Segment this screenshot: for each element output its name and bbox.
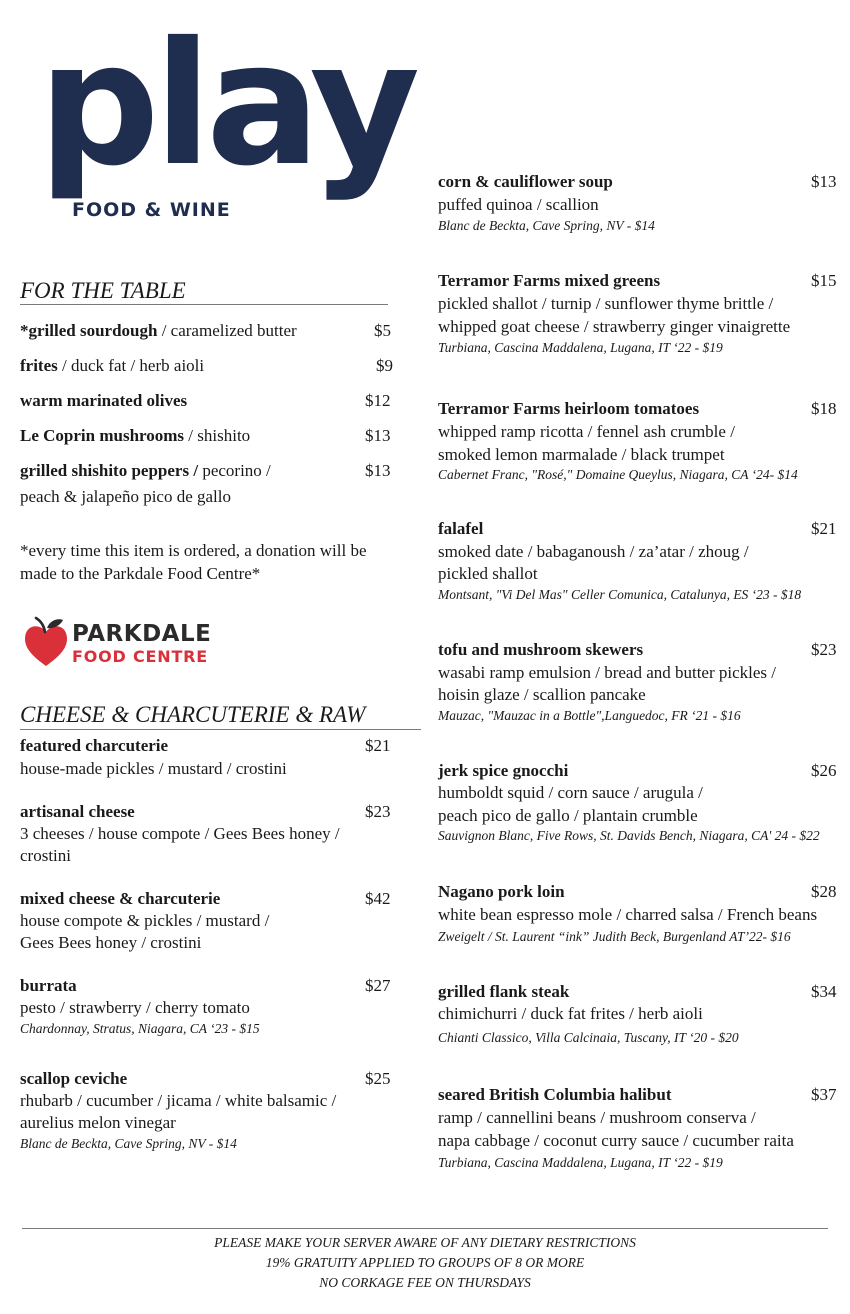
menu-item-desc: peach pico de gallo / plantain crumble [438,806,698,825]
section-divider [20,304,388,305]
menu-item-name: Nagano pork loin [438,882,565,901]
menu-item-name: seared British Columbia halibut [438,1085,672,1104]
menu-item-name: scallop ceviche [20,1069,128,1088]
menu-item-desc: pickled shallot / turnip / sunflower thyme brittle / [438,294,774,313]
menu-item-name: featured charcuterie [20,736,169,755]
item-price: $9 [376,356,393,375]
item-price: $23 [811,640,837,659]
wine-pairing: Blanc de Beckta, Cave Spring, NV - $14 [20,1136,237,1151]
menu-item-desc: chimichurri / duck fat frites / herb aioli [438,1004,703,1023]
menu-item-name: grilled flank steak [438,982,570,1001]
item-price: $13 [811,172,837,191]
menu-item-desc: peach & jalapeño pico de gallo [20,487,231,506]
item-price: $27 [365,976,391,995]
wine-pairing: Chardonnay, Stratus, Niagara, CA ‘23 - $15 [20,1021,260,1036]
menu-item: grilled shishito peppers / pecorino / [20,461,271,480]
parkdale-logo-subtext: FOOD CENTRE [72,647,209,666]
item-price: $26 [811,761,837,780]
item-price: $37 [811,1085,837,1104]
item-price: $5 [374,321,391,340]
menu-item-desc: aurelius melon vinegar [20,1113,176,1132]
menu-item-desc: crostini [20,846,71,865]
menu-item-desc: wasabi ramp emulsion / bread and butter pickles / [438,663,777,682]
footer-note: PLEASE MAKE YOUR SERVER AWARE OF ANY DIETARY RESTRICTIONS [214,1235,636,1250]
menu-item-desc: ramp / cannellini beans / mushroom conserva / [438,1108,756,1127]
item-price: $12 [365,391,391,410]
wine-pairing: Turbiana, Cascina Maddalena, Lugana, IT ‘22 - $19 [438,340,723,355]
logo-subtitle: FOOD & WINE [72,199,231,221]
section-heading-cheese: CHEESE & CHARCUTERIE & RAW [20,702,366,727]
menu-item-desc: pickled shallot [438,564,538,583]
wine-pairing: Cabernet Franc, "Rosé," Domaine Queylus, Niagara, CA ‘24- $14 [438,467,798,482]
menu-item-name: burrata [20,976,77,995]
parkdale-logo-text: PARKDALE [72,621,212,647]
item-price: $15 [811,271,837,290]
logo-wordmark: play [38,6,415,204]
menu-item-desc: napa cabbage / coconut curry sauce / cucumber raita [438,1131,794,1150]
item-price: $21 [365,736,391,755]
menu-item-name: corn & cauliflower soup [438,172,613,191]
menu-item-desc: whipped goat cheese / strawberry ginger vinaigrette [438,317,791,336]
item-price: $13 [365,461,391,480]
wine-pairing: Sauvignon Blanc, Five Rows, St. Davids Bench, Niagara, CA' 24 - $22 [438,828,820,843]
footer-note: NO CORKAGE FEE ON THURSDAYS [319,1275,531,1290]
menu-item-name: Terramor Farms mixed greens [438,271,661,290]
item-price: $25 [365,1069,391,1088]
wine-pairing: Chianti Classico, Villa Calcinaia, Tuscany, IT ‘20 - $20 [438,1030,739,1045]
item-price: $18 [811,399,837,418]
menu-item-desc: Gees Bees honey / crostini [20,933,202,952]
wine-pairing: Zweigelt / St. Laurent “ink” Judith Beck, Burgenland AT’22- $16 [438,929,791,944]
menu-item-name: tofu and mushroom skewers [438,640,644,659]
menu-item-desc: white bean espresso mole / charred salsa / French beans [438,905,818,924]
menu-item-desc: whipped ramp ricotta / fennel ash crumble / [438,422,735,441]
menu-item-desc: house-made pickles / mustard / crostini [20,759,287,778]
menu-item-name: falafel [438,519,484,538]
section-divider [20,729,421,730]
footer-divider [22,1228,828,1229]
item-price: $23 [365,802,391,821]
menu-item-name: Terramor Farms heirloom tomatoes [438,399,700,418]
menu-item: *grilled sourdough / caramelized butter [20,321,297,340]
menu-item-name: jerk spice gnocchi [438,761,569,780]
wine-pairing: Turbiana, Cascina Maddalena, Lugana, IT ‘22 - $19 [438,1155,723,1170]
menu-item-desc: pesto / strawberry / cherry tomato [20,998,250,1017]
apple-heart-icon [22,614,70,668]
menu-item-desc: 3 cheeses / house compote / Gees Bees honey / [20,824,340,843]
item-price: $21 [811,519,837,538]
menu-item-desc: puffed quinoa / scallion [438,195,599,214]
menu-item-name: artisanal cheese [20,802,135,821]
menu-item-desc: humboldt squid / corn sauce / arugula / [438,783,703,802]
footer-note: 19% GRATUITY APPLIED TO GROUPS OF 8 OR MORE [265,1255,585,1270]
menu-item: frites / duck fat / herb aioli [20,356,205,375]
menu-item-desc: smoked date / babaganoush / za’atar / zhoug / [438,542,749,561]
menu-item-name: mixed cheese & charcuterie [20,889,221,908]
wine-pairing: Montsant, "Vi Del Mas" Celler Comunica, Catalunya, ES ‘23 - $18 [438,587,802,602]
wine-pairing: Blanc de Beckta, Cave Spring, NV - $14 [438,218,655,233]
menu-item-desc: hoisin glaze / scallion pancake [438,685,646,704]
menu-item: Le Coprin mushrooms / shishito [20,426,251,445]
section-heading-for-the-table: FOR THE TABLE [20,278,186,303]
item-price: $13 [365,426,391,445]
menu-item-desc: house compote & pickles / mustard / [20,911,270,930]
item-price: $34 [811,982,837,1001]
donation-note: made to the Parkdale Food Centre* [20,564,261,583]
item-price: $28 [811,882,837,901]
menu-item-desc: rhubarb / cucumber / jicama / white balsamic / [20,1091,337,1110]
item-price: $42 [365,889,391,908]
donation-note: *every time this item is ordered, a donation will be [20,541,367,560]
wine-pairing: Mauzac, "Mauzac in a Bottle",Languedoc, FR ‘21 - $16 [438,708,741,723]
menu-item: warm marinated olives [20,391,188,410]
menu-item-desc: smoked lemon marmalade / black trumpet [438,445,725,464]
